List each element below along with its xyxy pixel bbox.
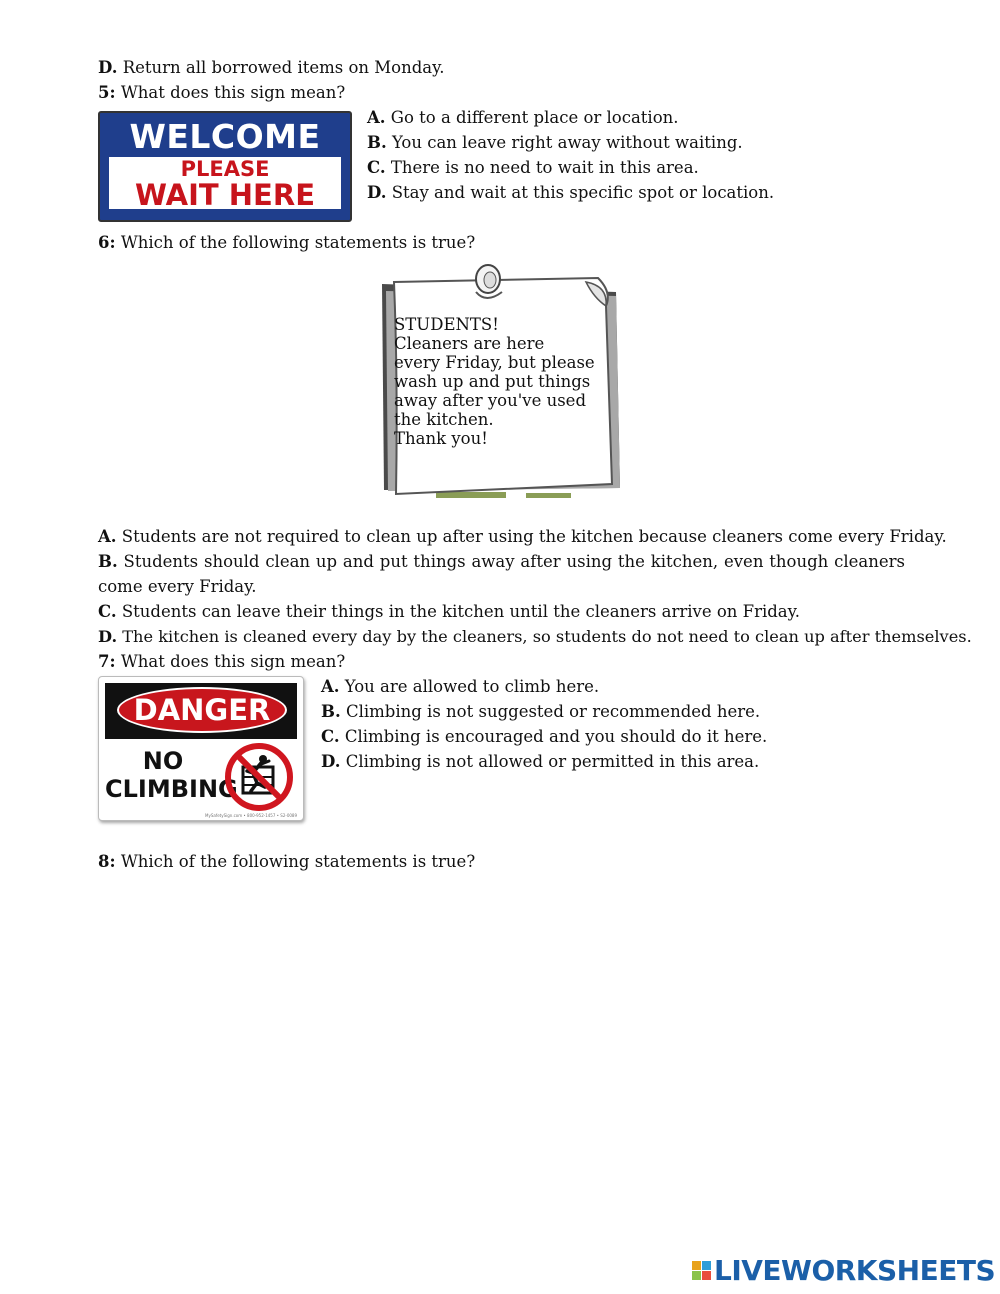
q7-options [321, 674, 767, 774]
logo-tile [692, 1261, 701, 1270]
q6-option-b[interactable]: B. Students should clean up and put things away after using the kitchen, even though cleaners come every Friday. [98, 552, 905, 596]
q5-options [367, 105, 774, 205]
note-text [394, 315, 606, 448]
danger-no-climbing-sign [98, 676, 304, 821]
q6-option-c[interactable]: C. Students can leave their things in the kitchen until the cleaners arrive on Friday. [98, 602, 801, 621]
q7-option-d[interactable]: D. Climbing is not allowed or permitted in this area. [321, 752, 760, 771]
note-line: wash up and put things [394, 372, 591, 391]
note-line: Thank you! [394, 429, 488, 448]
logo-tile [702, 1271, 711, 1280]
q5-option-c[interactable]: C. There is no need to wait in this area. [367, 158, 699, 177]
sign-welcome-text: WELCOME [129, 117, 321, 156]
no-climbing-text [105, 747, 238, 803]
sign-footer-text: MySafetySign.com • 800-952-1457 • S2-0089 [205, 813, 297, 818]
logo-tile [702, 1261, 711, 1270]
q6-option-d[interactable]: D. The kitchen is cleaned every day by the cleaners, so students do not need to clean up after themselves. [98, 627, 972, 646]
q5-option-d[interactable]: D. Stay and wait at this specific spot or location. [367, 183, 775, 202]
danger-label: DANGER [117, 687, 287, 733]
sign-please-text: PLEASE [180, 157, 270, 181]
q5-option-a[interactable]: A. Go to a different place or location. [367, 108, 679, 127]
liveworksheets-logo[interactable] [692, 1253, 995, 1287]
logo-text: LIVEWORKSHEETS [714, 1253, 996, 1287]
q7-question: 7: What does this sign mean? [98, 652, 346, 671]
note-line: every Friday, but please [394, 353, 595, 372]
note-line: the kitchen. [394, 410, 494, 429]
logo-tiles-icon [692, 1261, 711, 1280]
logo-tile [692, 1271, 701, 1280]
welcome-please-wait-sign [98, 111, 352, 222]
note-line: STUDENTS! [394, 315, 499, 334]
note-line: away after you've used [394, 391, 587, 410]
q6-question: 6: Which of the following statements is true? [98, 233, 476, 252]
q6-option-a[interactable]: A. Students are not required to clean up after using the kitchen because cleaners come every Friday. [98, 527, 947, 546]
q7-option-a[interactable]: A. You are allowed to climb here. [321, 677, 600, 696]
q5-question: 5: What does this sign mean? [98, 83, 346, 102]
q8-question: 8: Which of the following statements is true? [98, 852, 476, 871]
note-line: Cleaners are here [394, 334, 545, 353]
no-climbing-icon [223, 741, 295, 813]
no-text: NO [142, 747, 184, 775]
q7-option-c[interactable]: C. Climbing is encouraged and you should do it here. [321, 727, 768, 746]
sign-wait-here-text: WAIT HERE [134, 178, 316, 212]
q4-option-d: D. Return all borrowed items on Monday. [98, 58, 445, 77]
climbing-text: CLIMBING [105, 775, 238, 803]
q7-option-b[interactable]: B. Climbing is not suggested or recommended here. [321, 702, 761, 721]
q5-option-b[interactable]: B. You can leave right away without waiting. [367, 133, 743, 152]
